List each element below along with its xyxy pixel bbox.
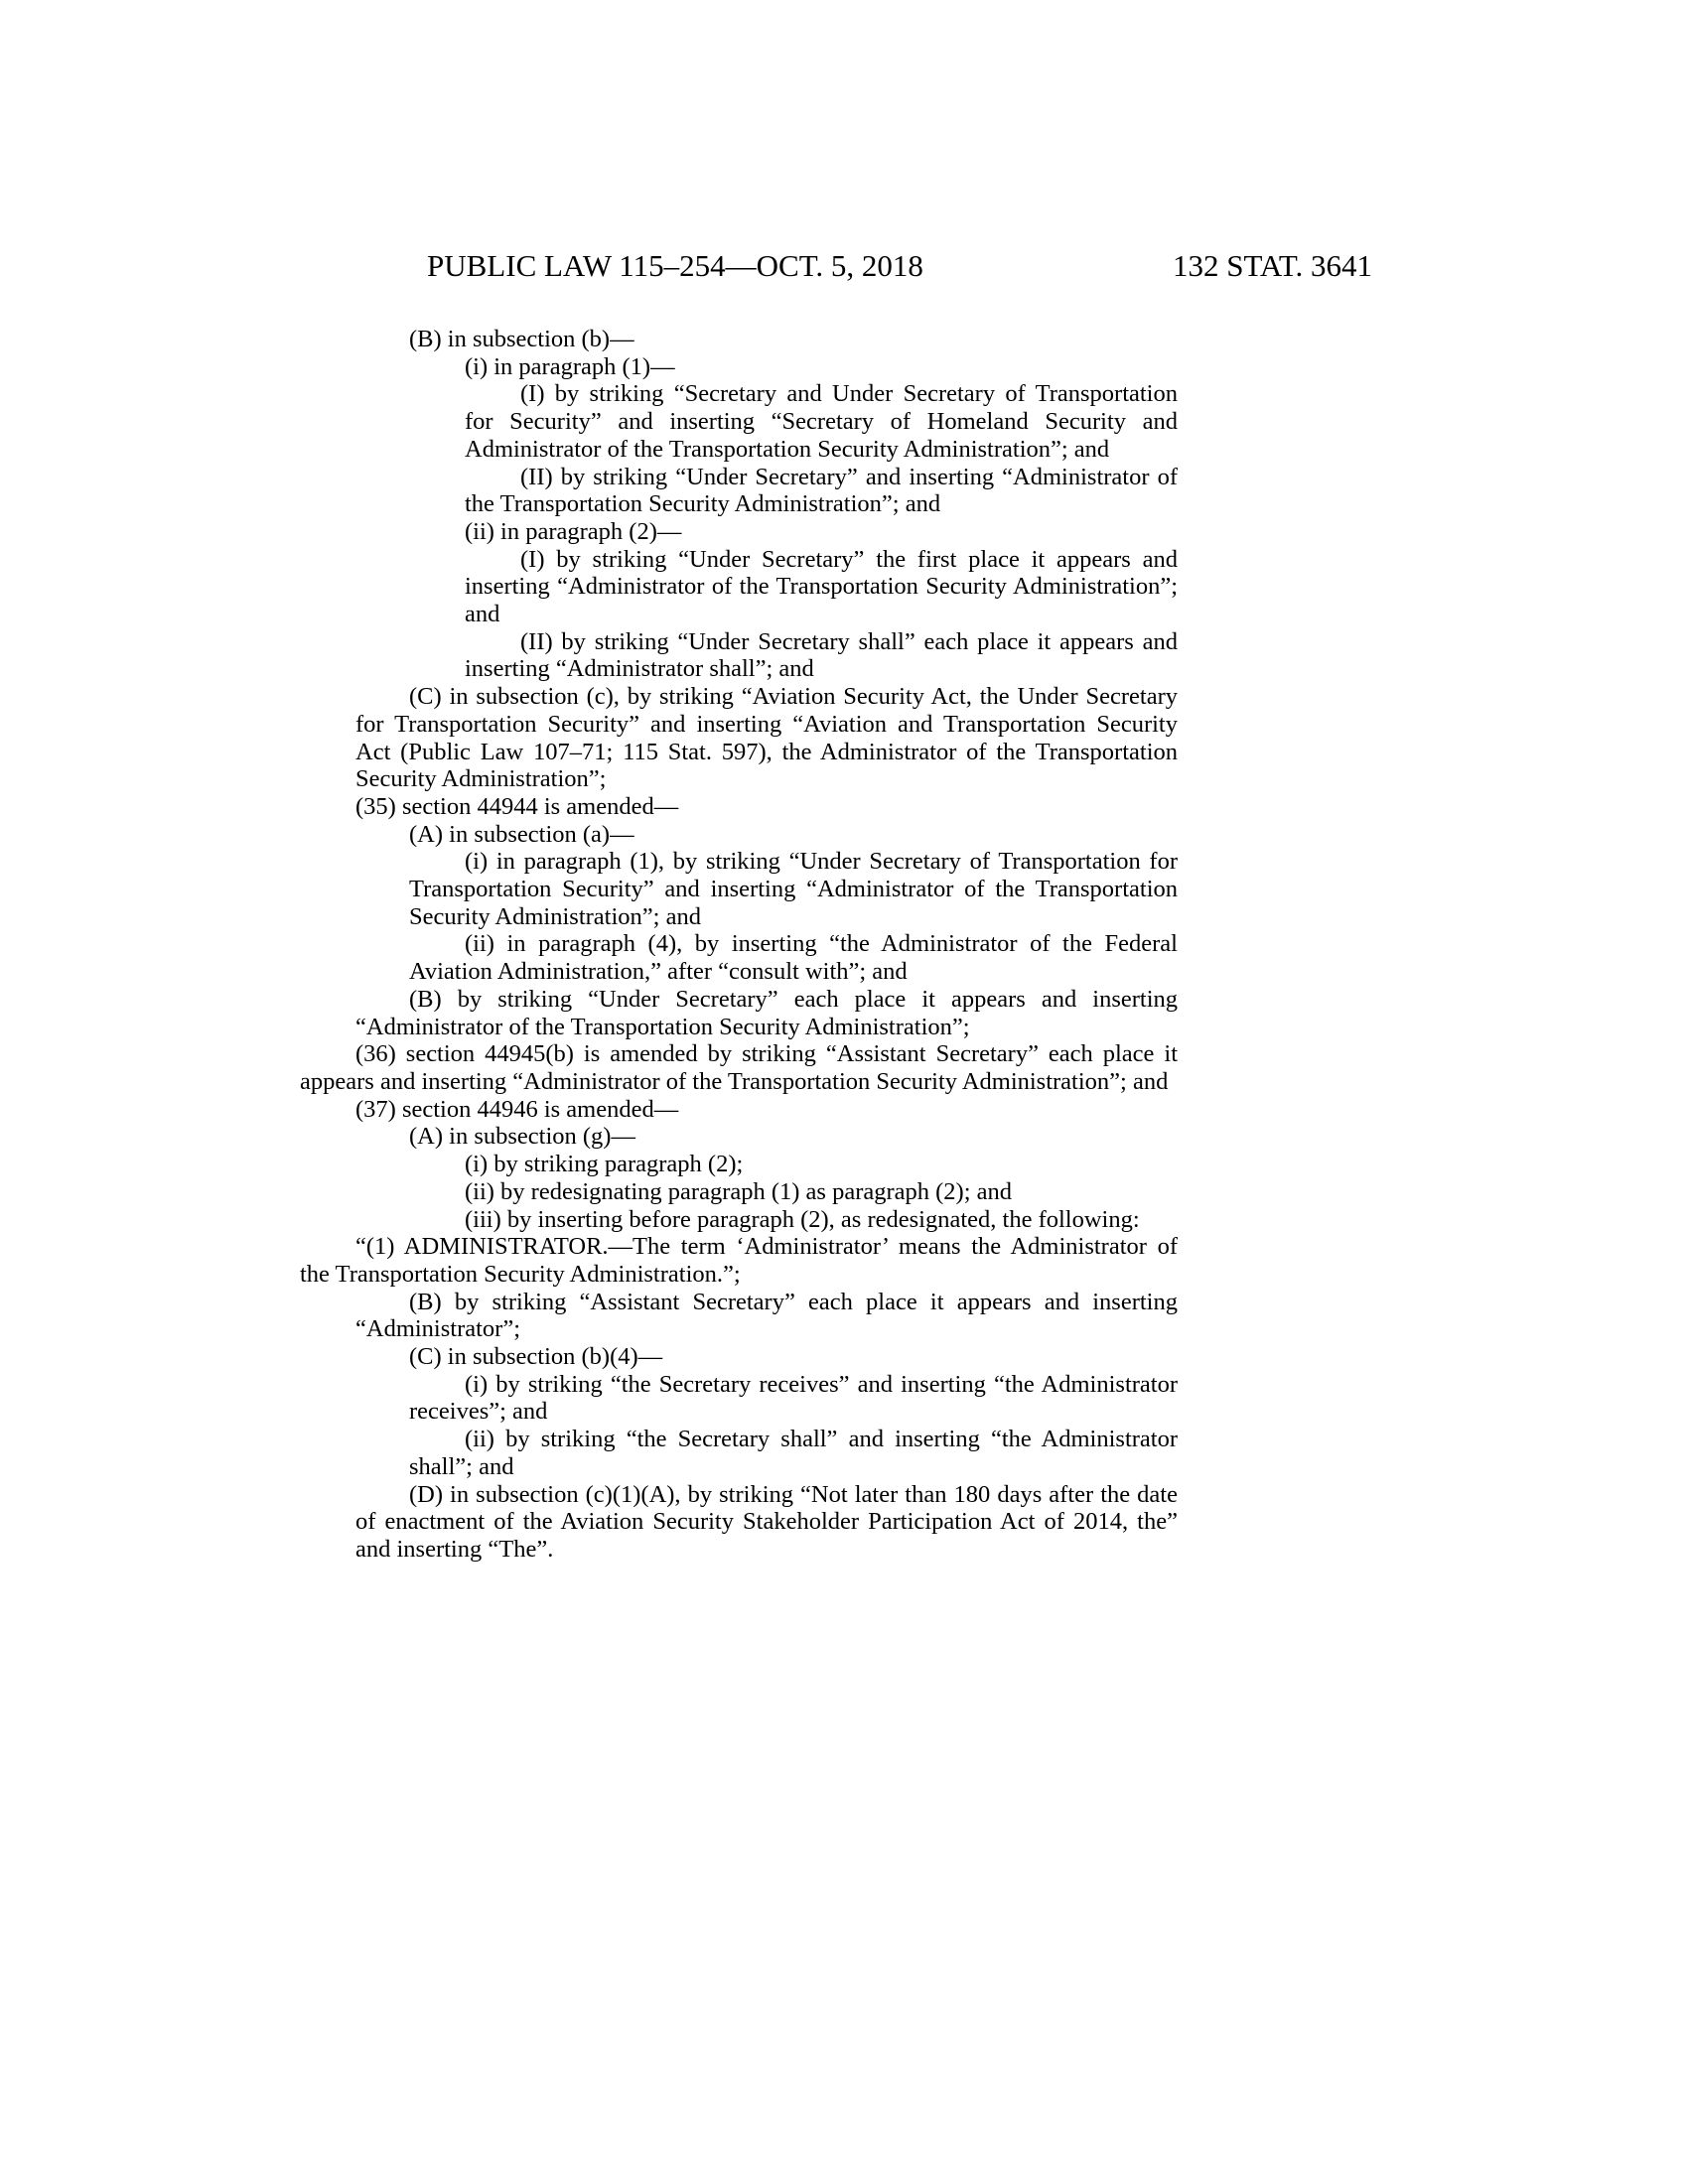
- page-header: [427, 246, 1372, 286]
- paragraph: (B) by striking “Under Secretary” each place it appears and inserting “Administrator of the Transportation Security Administration”;: [355, 985, 1178, 1040]
- paragraph: (ii) by redesignating paragraph (1) as paragraph (2); and: [465, 1177, 1013, 1205]
- paragraph: (iii) by inserting before paragraph (2), as redesignated, the following:: [465, 1205, 1140, 1233]
- header-stat-page: 132 STAT. 3641: [1172, 248, 1372, 283]
- paragraph: (i) by striking “the Secretary receives” and inserting “the Administrator receives”; and: [409, 1370, 1178, 1426]
- paragraph: (ii) in paragraph (4), by inserting “the Administrator of the Federal Aviation Administration,” after “consult with”; and: [409, 930, 1178, 986]
- paragraph: (ii) by striking “the Secretary shall” and inserting “the Administrator shall”; and: [409, 1426, 1178, 1480]
- paragraph: (i) in paragraph (1), by striking “Under Secretary of Transportation for Transportation Security” and inserting “Administrator of the Transportation Security Administration”; and: [409, 848, 1178, 930]
- header-citation: PUBLIC LAW 115–254—OCT. 5, 2018: [427, 248, 923, 283]
- paragraph: (B) by striking “Assistant Secretary” each place it appears and inserting “Administrator”;: [355, 1288, 1178, 1343]
- definition-paragraph: “(1) ADMINISTRATOR.—The term ‘Administrator’ means the Administrator of the Transportation Security Administration.”;: [300, 1233, 1178, 1288]
- paragraph: (36) section 44945(b) is amended by striking “Assistant Secretary” each place it appears and inserting “Administrator of the Transportation Security Administration”; and: [300, 1040, 1178, 1095]
- paragraph: (II) by striking “Under Secretary” and inserting “Administrator of the Transportation Security Administration”; and: [465, 463, 1178, 518]
- document-body: [300, 326, 1178, 1564]
- paragraph: (C) in subsection (c), by striking “Aviation Security Act, the Under Secretary for Transportation Security” and inserting “Aviation and Transportation Security Act (Public Law 107–71; 115 Stat. 597), the Administrator of the Transportation Security Administration”;: [355, 683, 1178, 793]
- paragraph: (C) in subsection (b)(4)—: [409, 1343, 663, 1371]
- paragraph: (A) in subsection (a)—: [409, 820, 634, 848]
- paragraph: (37) section 44946 is amended—: [355, 1095, 679, 1123]
- paragraph: (i) by striking paragraph (2);: [465, 1151, 744, 1178]
- paragraph: (A) in subsection (g)—: [409, 1123, 635, 1151]
- paragraph: (I) by striking “Under Secretary” the first place it appears and inserting “Administrator of the Transportation Security Administration”; and: [465, 545, 1178, 628]
- paragraph: (B) in subsection (b)—: [409, 326, 634, 352]
- paragraph: (II) by striking “Under Secretary shall” each place it appears and inserting “Administrator shall”; and: [465, 627, 1178, 683]
- paragraph: (i) in paragraph (1)—: [465, 352, 675, 380]
- paragraph: (ii) in paragraph (2)—: [465, 517, 682, 545]
- paragraph: (35) section 44944 is amended—: [355, 792, 679, 820]
- paragraph: (I) by striking “Secretary and Under Secretary of Transportation for Security” and inserting “Secretary of Homeland Security and Administrator of the Transportation Security Administration”; and: [465, 380, 1178, 463]
- paragraph: (D) in subsection (c)(1)(A), by striking “Not later than 180 days after the date of enactment of the Aviation Security Stakeholder Participation Act of 2014, the” and inserting “The”.: [355, 1480, 1178, 1563]
